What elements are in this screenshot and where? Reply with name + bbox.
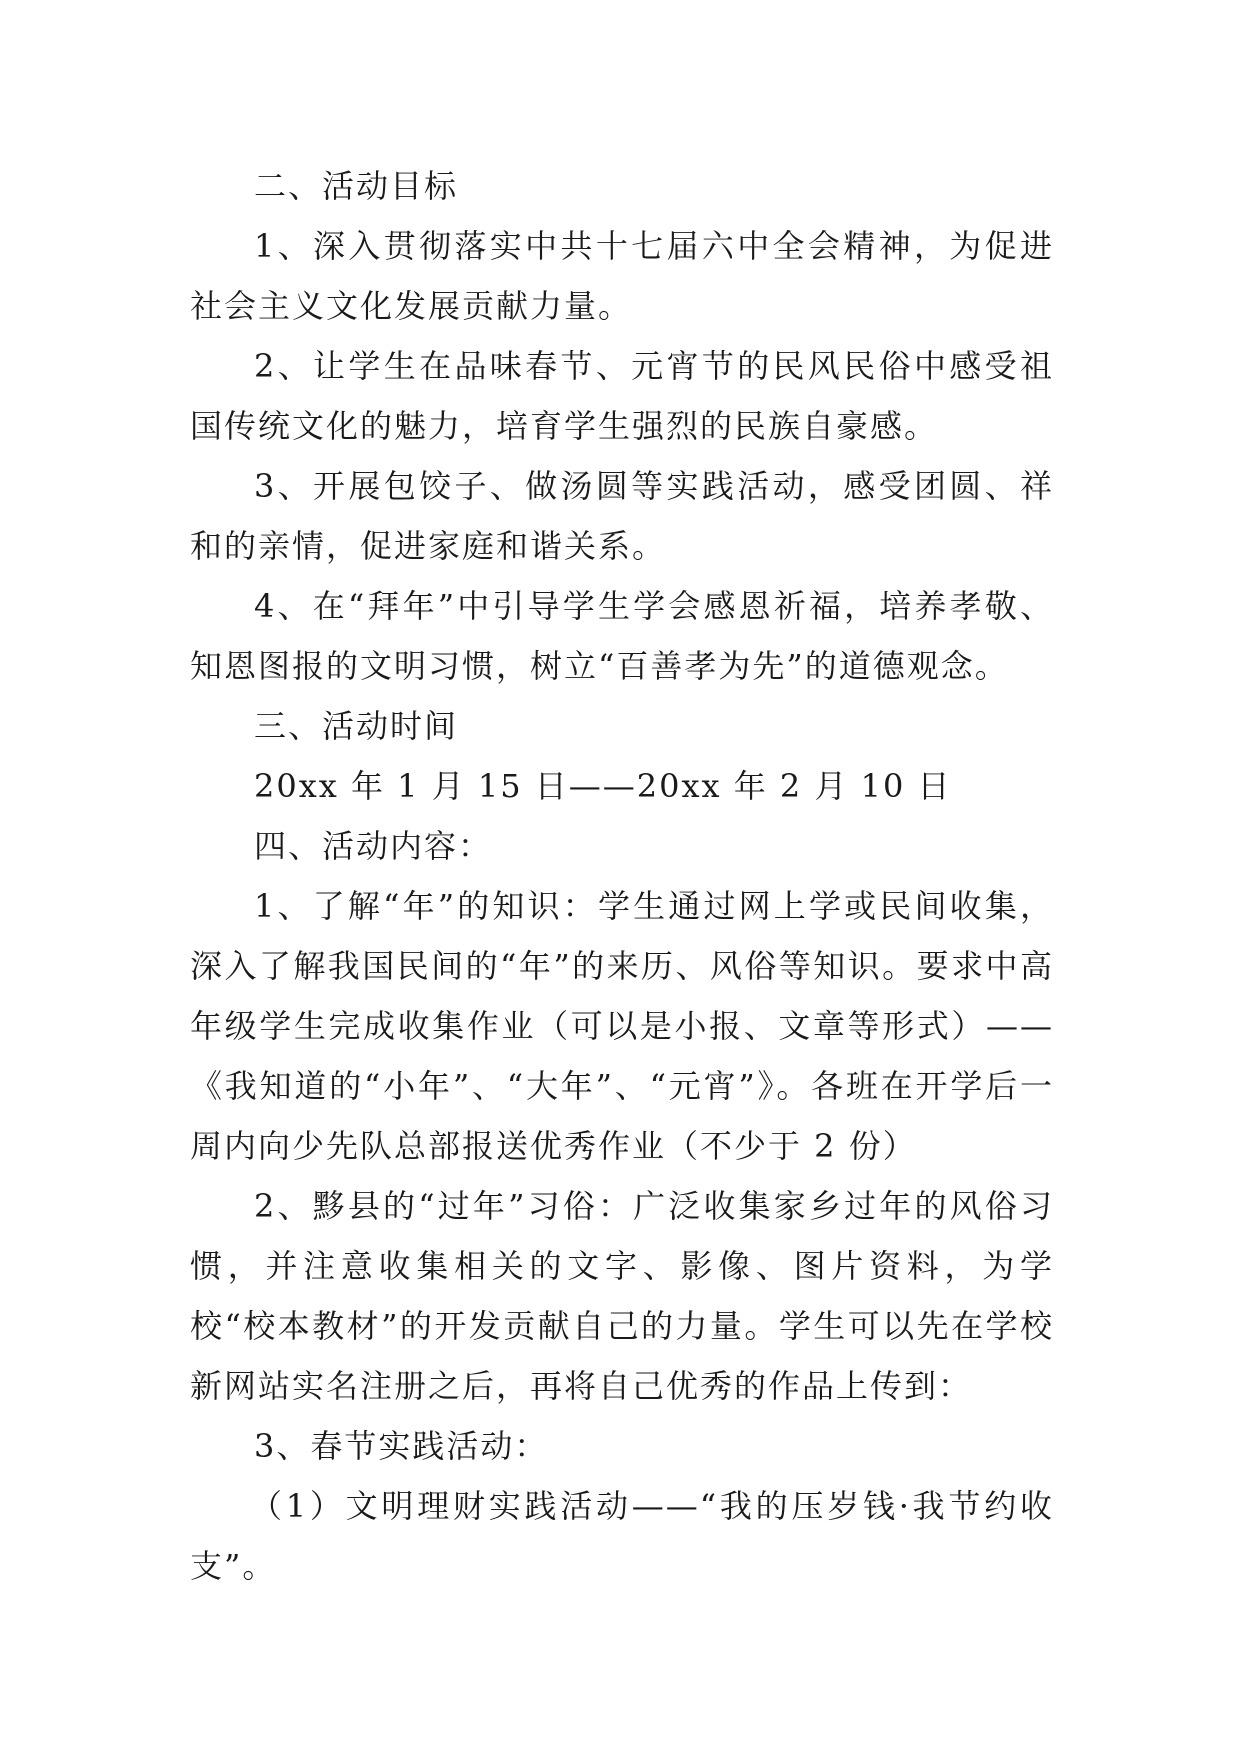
content-subitem-1: （1）文明理财实践活动——“我的压岁钱·我节约收支”。 [190,1487,1054,1585]
section-heading-time: 三、活动时间 [254,707,459,745]
section-heading-content: 四、活动内容： [254,827,493,865]
goal-item-4: 4、在“拜年”中引导学生学会感恩祈福，培养孝敬、知恩图报的文明习惯，树立“百善孝为先”的道德观念。 [190,587,1054,685]
content-item-3: 3、春节实践活动： [254,1427,549,1465]
goal-item-2: 2、让学生在品味春节、元宵节的民风民俗中感受祖国传统文化的魅力，培育学生强烈的民族自豪感。 [190,347,1054,445]
section-heading-goals: 二、活动目标 [254,167,459,205]
document-body [190,156,1054,1596]
goal-item-3: 3、开展包饺子、做汤圆等实践活动，感受团圆、祥和的亲情，促进家庭和谐关系。 [190,467,1054,565]
activity-time: 20xx 年 1 月 15 日——20xx 年 2 月 10 日 [254,767,952,805]
goal-item-1: 1、深入贯彻落实中共十七届六中全会精神，为促进社会主义文化发展贡献力量。 [190,227,1054,325]
content-item-2: 2、黟县的“过年”习俗：广泛收集家乡过年的风俗习惯，并注意收集相关的文字、影像、图片资料，为学校“校本教材”的开发贡献自己的力量。学生可以先在学校新网站实名注册之后，再将自己优秀的作品上传到： [190,1187,1054,1405]
content-item-1: 1、了解“年”的知识：学生通过网上学或民间收集，深入了解我国民间的“年”的来历、风俗等知识。要求中高年级学生完成收集作业（可以是小报、文章等形式）——《我知道的“小年”、“大年”、“元宵”》。各班在开学后一周内向少先队总部报送优秀作业（不少于 2 份） [190,887,1054,1165]
